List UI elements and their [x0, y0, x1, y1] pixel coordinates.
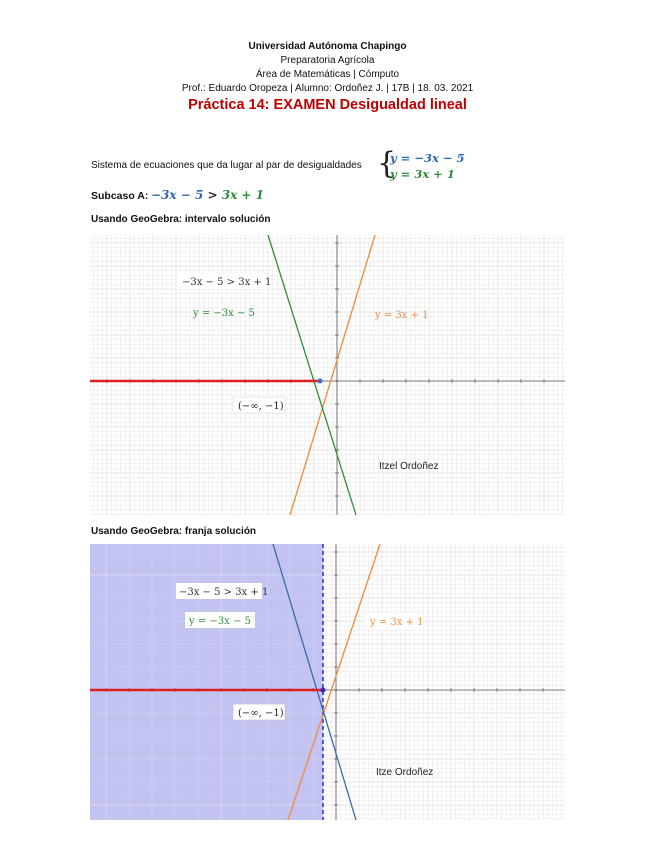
course-info: Prof.: Eduardo Oropeza | Alumno: Ordoñez J. | 17B | 18. 03. 2021	[181, 83, 474, 94]
equation-1: y = −3x − 5	[390, 151, 465, 165]
subcase-operator: >	[203, 188, 222, 202]
system-brace: {	[377, 146, 397, 181]
graph1-panel	[90, 235, 565, 515]
subcase-label: Subcaso A:	[91, 190, 149, 202]
graph2-orange-label: y = 3x + 1	[370, 617, 424, 628]
graph1-svg	[90, 235, 565, 515]
graph2-inequality-label: −3x − 5 > 3x + 1	[179, 587, 269, 598]
school-name: Preparatoria Agrícola	[280, 55, 375, 66]
equation-2: y = 3x + 1	[390, 167, 455, 181]
area-name: Área de Matemáticas | Cómputo	[255, 69, 400, 80]
graph1-signature: Itzel Ordoñez	[379, 461, 439, 472]
graph1-heading: Usando GeoGebra: intervalo solución	[91, 214, 271, 225]
graph2-heading: Usando GeoGebra: franja solución	[91, 526, 257, 537]
university-name: Universidad Autónoma Chapingo	[248, 41, 407, 52]
subcase-rhs: 3x + 1	[221, 188, 265, 202]
graph1-inequality-label: −3x − 5 > 3x + 1	[182, 277, 272, 288]
subcase-inequality	[151, 188, 264, 202]
graph2-panel	[90, 544, 565, 820]
graph2-signature: Itze Ordoñez	[376, 767, 434, 778]
graph1-green-label: y = −3x − 5	[193, 308, 255, 319]
system-description: Sistema de ecuaciones que da lugar al par de desigualdades	[91, 160, 362, 171]
page-title: Práctica 14: EXAMEN Desigualdad lineal	[188, 97, 467, 113]
graph2-green-label: y = −3x − 5	[189, 616, 251, 627]
graph1-interval-label: (−∞, −1)	[238, 401, 284, 412]
graph1-orange-label: y = 3x + 1	[375, 310, 429, 321]
subcase-lhs: −3x − 5	[151, 188, 204, 202]
graph2-interval-label: (−∞, −1)	[238, 708, 284, 719]
graph2-svg	[90, 544, 565, 820]
